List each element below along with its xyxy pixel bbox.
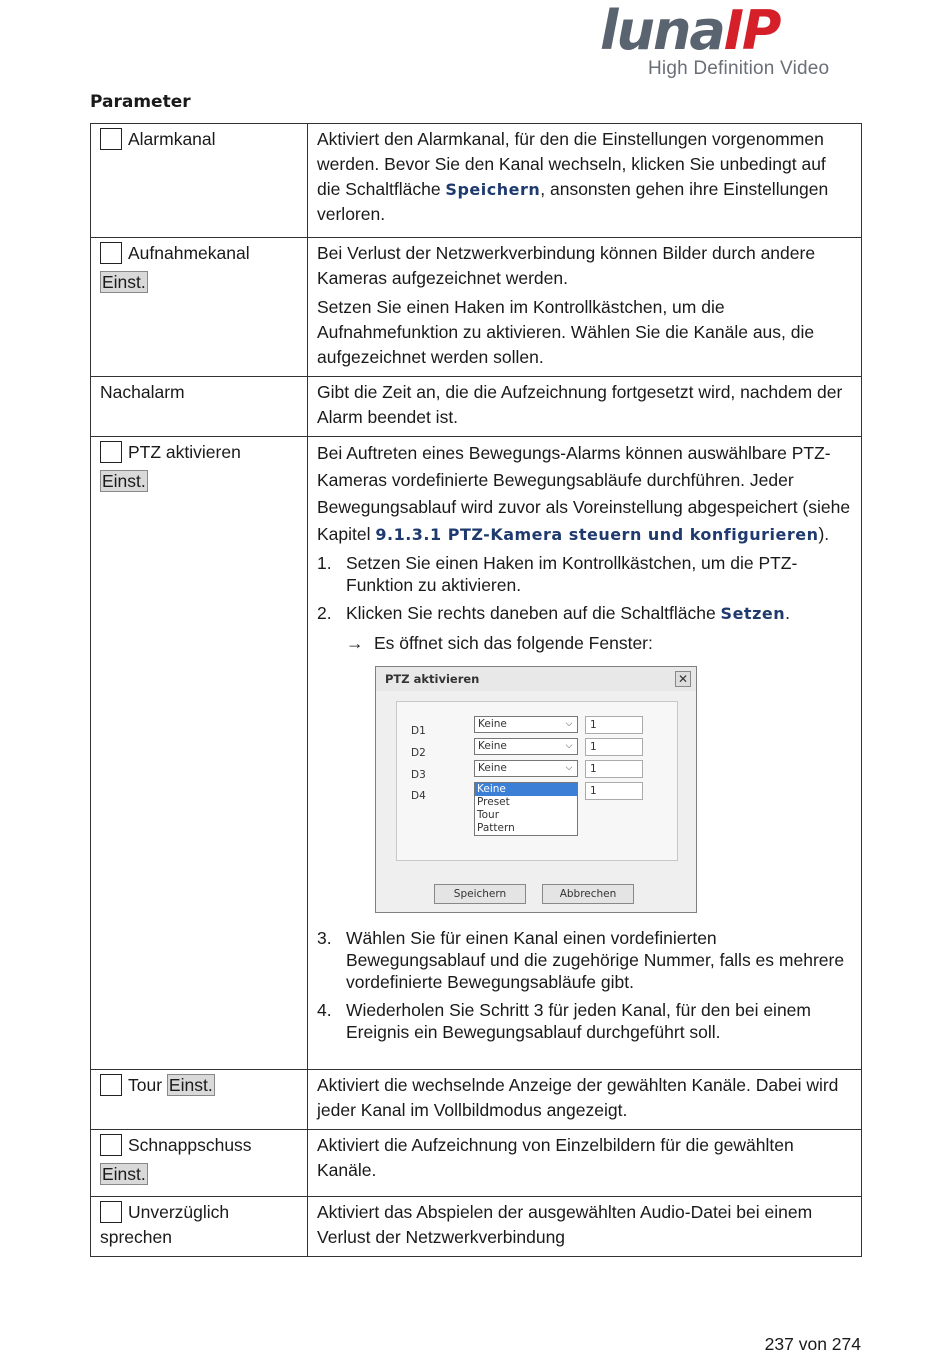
dropdown-option: Keine [475, 783, 577, 796]
step-1: 1. Setzen Sie einen Haken im Kontrollkästchen, um die PTZ-Funktion zu aktivieren. [317, 553, 798, 595]
chevron-down-icon: ⌵ [565, 763, 573, 773]
dialog-panel [396, 701, 678, 861]
table-row [91, 437, 862, 1070]
checkbox-icon [100, 128, 122, 150]
checkbox-icon [100, 1201, 122, 1223]
ptz-dialog-screenshot [375, 666, 697, 913]
checkbox-icon [100, 1074, 122, 1096]
preset-select: Keine ⌵ [474, 716, 578, 733]
table-row [91, 238, 862, 377]
checkbox-icon [100, 1134, 122, 1156]
page-number: 237 von 274 [764, 1334, 861, 1354]
number-field: 1 [585, 738, 643, 756]
highlight-speichern: Speichern [445, 180, 541, 199]
param-label-nachalarm: Nachalarm [100, 382, 185, 402]
table-row [91, 1130, 862, 1197]
param-label-tour: Tour [128, 1075, 163, 1095]
result-note: → Es öffnet sich das folgende Fenster: [317, 631, 852, 656]
highlight-setzen: Setzen [720, 604, 786, 623]
dialog-title: PTZ aktivieren [376, 667, 696, 691]
close-icon: ✕ [675, 671, 691, 687]
section-title: Parameter [90, 92, 191, 112]
table-row [91, 377, 862, 437]
dropdown-option: Preset [477, 796, 510, 808]
number-field: 1 [585, 782, 643, 800]
preset-select: Keine ⌵ [474, 738, 578, 755]
step-2: 2. Klicken Sie rechts daneben auf die Schaltfläche Setzen. [317, 603, 790, 623]
chevron-down-icon: ⌵ [565, 741, 573, 751]
param-label-alarmkanal: Alarmkanal [128, 129, 216, 149]
channel-label: D1 [411, 725, 426, 737]
preset-select: Keine ⌵ [474, 760, 578, 777]
checkbox-icon [100, 242, 122, 264]
company-logo [598, 0, 860, 80]
param-desc-aufnahmekanal: Bei Verlust der Netzwerkverbindung können Bilder durch andere Kameras aufgezeichnet werden. [317, 243, 816, 288]
chevron-down-icon: ⌵ [565, 719, 573, 729]
param-label-schnappschuss: Schnappschuss [128, 1135, 252, 1155]
param-desc-aufnahmekanal-2: Setzen Sie einen Haken im Kontrollkästchen, um die Aufnahmefunktion zu aktivieren. Wählen Sie die Kanäle aus, die aufgezeichnet werden sollen. [317, 297, 815, 367]
einst-button: Einst. [102, 1164, 146, 1184]
step-4: 4. Wiederholen Sie Schritt 3 für jeden Kanal, für den bei einem Ereignis ein Bewegungsablauf durchgeführt soll. [317, 1000, 811, 1042]
dropdown-option: Tour [477, 809, 500, 821]
channel-label: D4 [411, 790, 426, 802]
dropdown-option: Pattern [477, 822, 515, 834]
param-label-sprechen: Unverzüglich sprechen [100, 1202, 230, 1247]
table-row [91, 1070, 862, 1130]
logo-tagline: High Definition Video [648, 58, 830, 79]
logo-wordmark: lunaIP [600, 0, 780, 62]
number-field: 1 [585, 760, 643, 778]
param-label-ptz: PTZ aktivieren [128, 442, 241, 462]
cancel-button: Abbrechen [542, 884, 634, 904]
checkbox-icon [100, 441, 122, 463]
einst-button: Einst. [168, 1075, 213, 1095]
channel-label: D2 [411, 747, 426, 759]
channel-label: D3 [411, 769, 426, 781]
arrow-icon: → [346, 633, 364, 653]
param-desc-nachalarm: Gibt die Zeit an, die die Aufzeichnung fortgesetzt wird, nachdem der Alarm beendet ist. [317, 382, 843, 427]
einst-button: Einst. [102, 471, 146, 491]
table-row [91, 1197, 862, 1257]
preset-dropdown-list [474, 782, 578, 836]
param-desc-tour: Aktiviert die wechselnde Anzeige der gewählten Kanäle. Dabei wird jeder Kanal im Vollbildmodus angezeigt. [317, 1075, 839, 1120]
chapter-reference: 9.1.3.1 PTZ-Kamera steuern und konfigurieren [375, 525, 819, 544]
param-label-aufnahmekanal: Aufnahmekanal [128, 243, 250, 263]
step-3: 3. Wählen Sie für einen Kanal einen vordefinierten Bewegungsablauf und die zugehörige Nummer, falls es mehrere vordefinierte Bewegungsabläufe gibt. [317, 928, 845, 992]
save-button: Speichern [434, 884, 526, 904]
param-desc-ptz: Bei Auftreten eines Bewegungs-Alarms können auswählbare PTZ-Kameras vordefinierte Bewegungsabläufe durchführen. Jeder Bewegungsablauf wird zuvor als Voreinstellung abgespeichert (siehe Kapitel 9.1.3.1 PTZ-Kamera steuern und konfigurieren). [317, 443, 851, 544]
number-field: 1 [585, 716, 643, 734]
param-desc-sprechen: Aktiviert das Abspielen der ausgewählten Audio-Datei bei einem Verlust der Netzwerkverbindung [317, 1202, 813, 1247]
parameter-table [90, 123, 862, 1257]
einst-button: Einst. [102, 272, 146, 292]
table-row [91, 124, 862, 238]
param-desc-alarmkanal: Aktiviert den Alarmkanal, für den die Einstellungen vorgenommen werden. Bevor Sie den Kanal wechseln, klicken Sie unbedingt auf die Schaltfläche Speichern, ansonsten gehen ihre Einstellungen verloren. [317, 129, 829, 224]
param-desc-schnappschuss: Aktiviert die Aufzeichnung von Einzelbildern für die gewählten Kanäle. [317, 1135, 794, 1180]
